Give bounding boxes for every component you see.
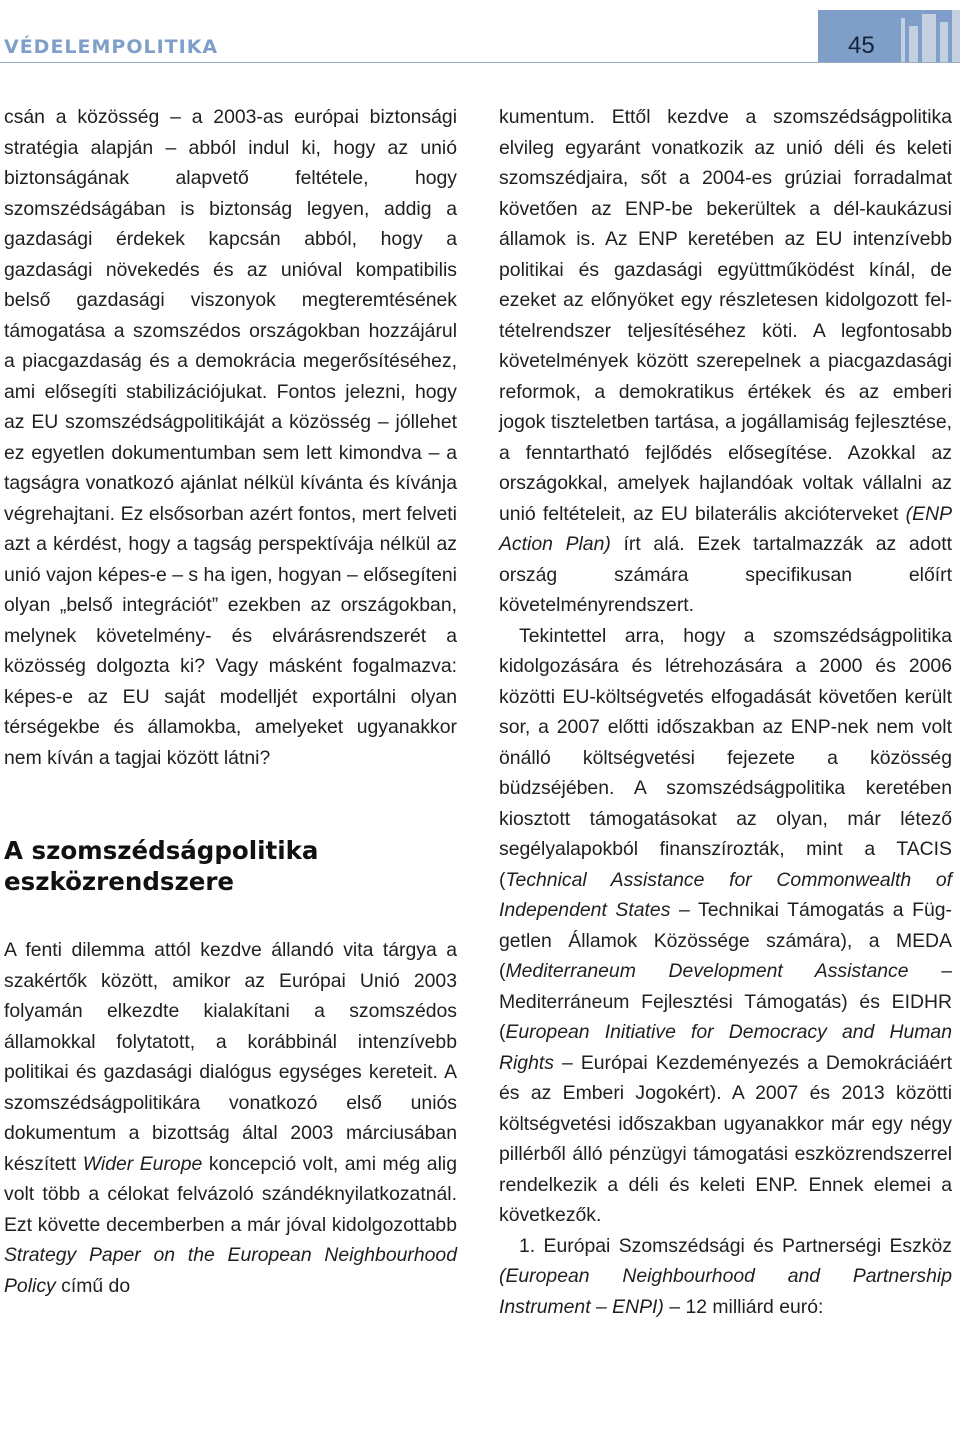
- right-column: [499, 102, 952, 1322]
- text-span: A fenti dilemma attól kezdve állandó vita tárgya a szakértők között, amikor az Európai Unió 2003 folyamán elkezdte kialakítani a szomszédos államokkal folytatott, a korábbinál intenzívebb politikai és gazdasági dialógus egységes kereteit. A szomszédságpolitikára vonatkozó első uniós dokumentum a bizottság által 2003 márciusában készített: [4, 939, 457, 1175]
- page-number: 45: [848, 32, 875, 59]
- text-span: Tekintettel arra, hogy a szomszédságpolitika kidolgozására és létrehozására a 2000 és 2006 közötti EU-költségvetés elfogadását követően került sor, a 2007 előtti időszakban az ENP-nek nem volt önálló költségvetési fejezete a közösség büdzséjében. A szomszédságpolitika keretében kiosztott támogatásokat az olyan, már létező segélyalapokból finanszírozták, mint a TACIS (: [499, 624, 952, 891]
- text-span: 1. Európai Szomszédsági és Partnerségi Eszköz: [519, 1234, 952, 1257]
- section-heading: A szomszédságpolitika eszközrendszere: [4, 836, 319, 896]
- italic-tacis-name: Technical Assistance for Commonwealth of Independent States: [499, 868, 952, 921]
- text-span: – 12 milliárd euró:: [663, 1295, 824, 1318]
- text-span: koncepció volt, ami még alig volt több a célokat felvázoló szándéknyilatkozatnál. Ezt követte decemberben a már jóval kidolgozottabb: [4, 1152, 457, 1236]
- publication-logo: [901, 10, 960, 63]
- right-paragraph-2: [499, 621, 952, 1231]
- left-paragraph-1: csán a közösség – a 2003-as európai biztonsági stratégia alapján – abból indul ki, hogy az unió biztonságának alapvető feltétele, hogy szomszédságában is biztonság legyen, addig a gazdasági érdekek kapcsán abból, hogy a gazdasági növekedés és az unióval kompatibilis belső gazdasági viszonyok megteremtésének támogatása a szomszédos országokban hozzájárul a piacgazdaság és a demokrácia megerősítéséhez, ami elősegíti stabilizációjukat. Fontos jelezni, hogy az EU szomszédságpolitikáját a közösség – jóllehet ez egyetlen dokumentumban sem lett kimondva – a tagságra vonatkozó ajánlat nélkül kívánta és kívánja végrehajtani. Ez elsősorban azért fontos, mert felveti azt a kérdést, hogy a tagság perspektívája nélkül az unió vajon képes-e – s ha igen, hogyan – elősegíteni olyan „belső integrációt” ezekben az országokban, melynek követelmény- és elvárásrendszerét a közösség dolgozta ki? Vagy másként fogalmazva: képes-e az EU saját modelljét exportálni olyan térségekbe és államokba, amelyeket ugyanakkor nem kíván a tagjai között látni?: [4, 106, 457, 769]
- running-title: VÉDELEMPOLITIKA: [4, 36, 219, 58]
- text-span: – Európai Kezdeményezés a Demokráciáért és az Emberi Jogokért). A 2007 és 2013 közötti költségvetési időszakban ugyanakkor már egy négy pillérből álló pénzügyi támogatási eszközrendszerrel rendelkezik a déli és keleti ENP. Ennek elemei a következők.: [499, 1051, 952, 1226]
- italic-eidhr-name: European Initiative for Democracy and Human Rights: [499, 1021, 952, 1074]
- left-paragraph-2: [4, 935, 457, 1301]
- page-number-box: [818, 10, 960, 63]
- text-span: kumentum. Ettől kezdve a szomszédságpolitika elvileg egyaránt vonatkozik az unió déli és keleti szomszédjaira, sőt a 2004-es grúziai forradalmat követően az ENP-be bekerültek a dél-kaukázusi államok is. Az ENP keretében az EU intenzívebb politikai és gazdasági együttműködést kínál, de ezeket az előnyöket egy részletesen kidolgozott feltételrendszer teljesítéséhez köti. A legfontosabb követelmények között szerepelnek a piacgazdasági reformok, a demokratikus értékek és az emberi jogok tiszteletben tartása, a jogállamiság fejlesztése, a fenntartható fejlődés elősegítése. Azokkal az országokkal, amelyek hajlandóak voltak vállalni az unió feltételeit, az EU bilaterális akcióterveket: [499, 106, 952, 525]
- text-span: írt alá. Ezek tartalmazzák az adott ország számára specifikusan előírt követelményrendszert.: [499, 533, 953, 616]
- italic-enp-action-plan: (ENP Action Plan): [499, 502, 952, 555]
- right-paragraph-1: [499, 102, 952, 621]
- italic-title-strategy-paper: Strategy Paper on the European Neighbourhood Policy: [4, 1244, 457, 1297]
- italic-meda-name: Mediterraneum Development Assistance: [505, 960, 909, 982]
- left-column: [4, 102, 457, 1301]
- text-span: című do: [55, 1274, 131, 1297]
- text-span: – Technikai Támogatás a Független Államok Közössége számára), a MEDA (: [499, 899, 952, 982]
- right-paragraph-3: [499, 1231, 952, 1323]
- text-span: – Mediterráneum Fejlesztési Támogatás) és EIDHR (: [499, 960, 952, 1043]
- italic-enpi-name: (European Neighbourhood and Partnership Instrument – ENPI): [499, 1265, 952, 1318]
- header-rule: [0, 62, 960, 63]
- italic-title-wider-europe: Wider Europe: [82, 1152, 203, 1175]
